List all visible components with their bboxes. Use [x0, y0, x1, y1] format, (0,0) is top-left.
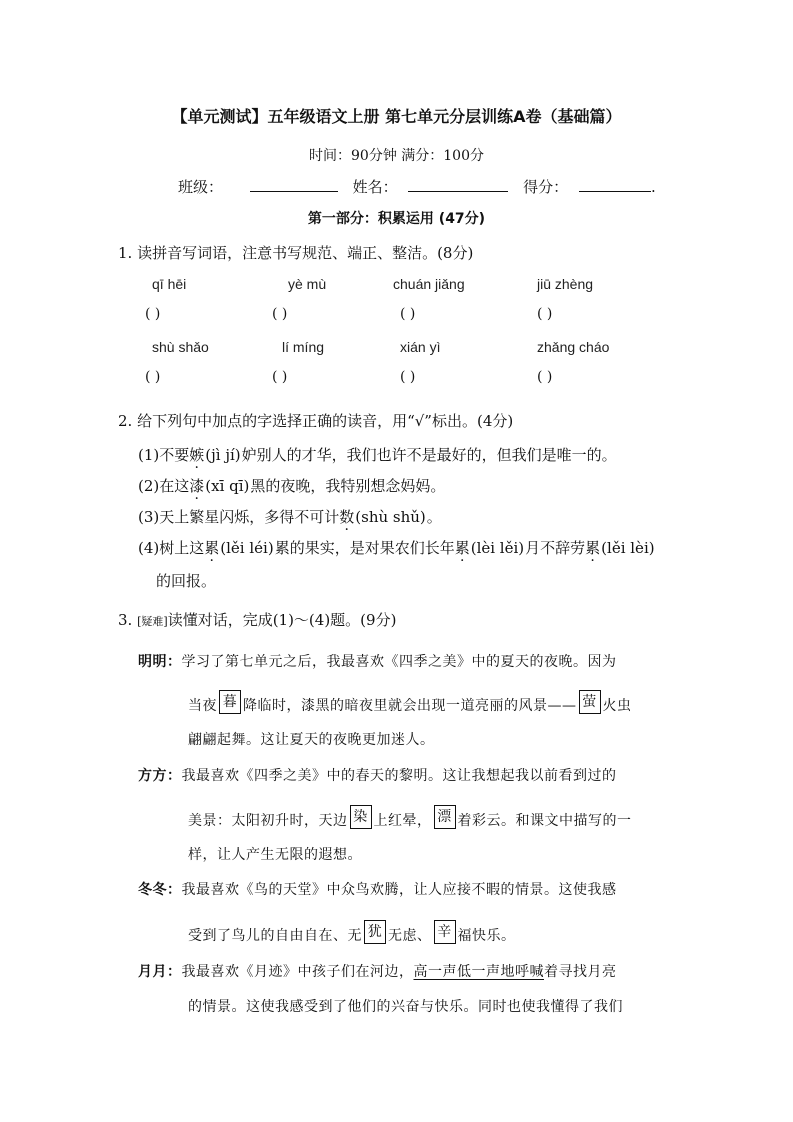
char-box[interactable]: 暮	[219, 690, 241, 714]
speaker-label: 明明：	[138, 654, 182, 670]
dotted-char: 嫉	[189, 446, 205, 464]
sentence-text: (3)天上繁星闪烁，多得不可计	[138, 508, 340, 526]
q2-sentence-4	[138, 537, 656, 558]
q3-prompt-line	[118, 609, 396, 630]
q3-number: 3.	[118, 611, 138, 629]
class-blank[interactable]	[250, 177, 338, 192]
trailing-period: .	[650, 178, 656, 196]
sentence-text: 黑的夜晚，我特别想念妈妈。	[250, 477, 446, 495]
sentence-text: 妒别人的才华，我们也许不是最好的，但我们是唯一的。	[241, 446, 617, 464]
dialog-mingming-line3: 翩翩起舞。这让夏天的夜晚更加迷人。	[188, 732, 435, 748]
sentence-text: (2)在这	[138, 477, 190, 495]
q2-sentence-4-cont: 的回报。	[156, 572, 217, 590]
pinyin-4: jiū zhèng	[537, 276, 594, 292]
reading-options[interactable]: (lěi léi)	[220, 539, 274, 557]
dotted-char: 漆	[189, 477, 205, 495]
sentence-text: (1)不要	[138, 446, 190, 464]
page-title: 【单元测试】五年级语文上册 第七单元分层训练A卷（基础篇）	[171, 107, 622, 126]
answer-blank[interactable]: ( )	[400, 306, 416, 322]
dialog-text: 无虑、	[388, 928, 432, 944]
exam-meta: 时间：90分钟 满分：100分	[309, 148, 484, 164]
dialog-dongdong-line2	[188, 924, 516, 948]
dialog-text: 上红晕，	[373, 813, 432, 829]
speaker-label: 方方：	[138, 768, 182, 784]
dialog-text: 受到了鸟儿的自由自在、无	[188, 928, 362, 944]
dialog-fangfang-line2	[188, 809, 632, 833]
dialog-fangfang-line3: 样，让人产生无限的遐想。	[188, 847, 362, 863]
dotted-char: 累	[454, 539, 470, 557]
dialog-mingming-line1	[138, 651, 617, 671]
q2-sentence-2	[138, 475, 445, 496]
dialog-text: 当夜	[188, 698, 217, 714]
q2-sentence-1	[138, 444, 617, 465]
dotted-char: 累	[204, 539, 220, 557]
answer-blank[interactable]: ( )	[145, 306, 161, 322]
speaker-label: 月月：	[138, 964, 182, 980]
q2-sentence-3	[138, 506, 442, 527]
dialog-text: 学习了第七单元之后，我最喜欢《四季之美》中的夏天的夜晚。因为	[181, 654, 617, 670]
char-box[interactable]: 犹	[364, 920, 386, 944]
pinyin-7: xián yì	[400, 339, 441, 355]
answer-blank[interactable]: ( )	[537, 306, 553, 322]
dialog-text: 我最喜欢《四季之美》中的春天的黎明。这让我想起我以前看到过的	[181, 768, 617, 784]
dialog-text: 我最喜欢《月迹》中孩子们在河边，	[181, 964, 414, 980]
q2-prompt: 2. 给下列句中加点的字选择正确的读音，用“√”标出。(4分)	[118, 412, 514, 430]
score-blank[interactable]	[579, 177, 651, 192]
difficulty-tag: [疑难]	[137, 615, 168, 628]
reading-options[interactable]: (shù shǔ)	[355, 508, 426, 526]
q3-prompt: 读懂对话，完成(1)～(4)题。(9分)	[167, 611, 397, 629]
name-blank[interactable]	[408, 177, 508, 192]
dialog-text: 美景：太阳初升时，天边	[188, 813, 348, 829]
char-box[interactable]: 萤	[579, 690, 601, 714]
underlined-phrase: 高一声低一声地呼喊	[413, 964, 544, 980]
pinyin-1: qī hēi	[152, 276, 187, 292]
dialog-mingming-line2	[188, 694, 632, 718]
dialog-text: 火虫	[602, 698, 632, 714]
pinyin-5: shù shǎo	[152, 339, 209, 355]
student-info-row	[178, 176, 656, 197]
answer-blank[interactable]: ( )	[272, 369, 288, 385]
sentence-text: 。	[426, 508, 442, 526]
pinyin-8: zhǎng cháo	[537, 339, 610, 355]
reading-options[interactable]: (lèi lěi)	[470, 539, 525, 557]
dialog-text: 降临时，漆黑的暗夜里就会出现一道亮丽的风景——	[243, 698, 577, 714]
dotted-char: 累	[585, 539, 601, 557]
speaker-label: 冬冬：	[138, 882, 182, 898]
char-box[interactable]: 辛	[434, 920, 456, 944]
answer-blank[interactable]: ( )	[537, 369, 553, 385]
score-label: 得分：	[523, 178, 569, 196]
char-box[interactable]: 漂	[434, 805, 456, 829]
answer-blank[interactable]: ( )	[145, 369, 161, 385]
pinyin-2: yè mù	[288, 276, 327, 292]
dotted-char: 数	[339, 508, 355, 526]
dialog-text: 福快乐。	[457, 928, 516, 944]
name-label: 姓名：	[352, 178, 398, 196]
dialog-text: 着彩云。和课文中描写的一	[457, 813, 632, 829]
answer-blank[interactable]: ( )	[400, 369, 416, 385]
dialog-yueyue-line2: 的情景。这使我感受到了他们的兴奋与快乐。同时也使我懂得了我们	[188, 999, 623, 1015]
char-box[interactable]: 染	[350, 805, 372, 829]
class-label: 班级：	[178, 178, 224, 196]
pinyin-3: chuán jiǎng	[393, 276, 465, 292]
dialog-text: 着寻找月亮	[544, 964, 617, 980]
pinyin-6: lí míng	[282, 339, 325, 355]
section-title: 第一部分：积累运用 (47分)	[307, 211, 486, 227]
dialog-fangfang-line1	[138, 765, 617, 785]
reading-options[interactable]: (jì jí)	[205, 446, 241, 464]
dialog-text: 我最喜欢《鸟的天堂》中众鸟欢腾，让人应接不暇的情景。这使我感	[181, 882, 617, 898]
sentence-text: 累的果实，是对果农们长年	[274, 539, 455, 557]
sentence-text: (4)树上这	[138, 539, 205, 557]
sentence-text: 月不辞劳	[525, 539, 586, 557]
dialog-dongdong-line1	[138, 879, 617, 899]
q1-prompt: 1. 读拼音写词语，注意书写规范、端正、整洁。(8分)	[118, 244, 474, 262]
dialog-yueyue-line1	[138, 961, 617, 981]
reading-options[interactable]: (xī qī)	[205, 477, 250, 495]
answer-blank[interactable]: ( )	[272, 306, 288, 322]
reading-options[interactable]: (lěi lèi)	[601, 539, 655, 557]
